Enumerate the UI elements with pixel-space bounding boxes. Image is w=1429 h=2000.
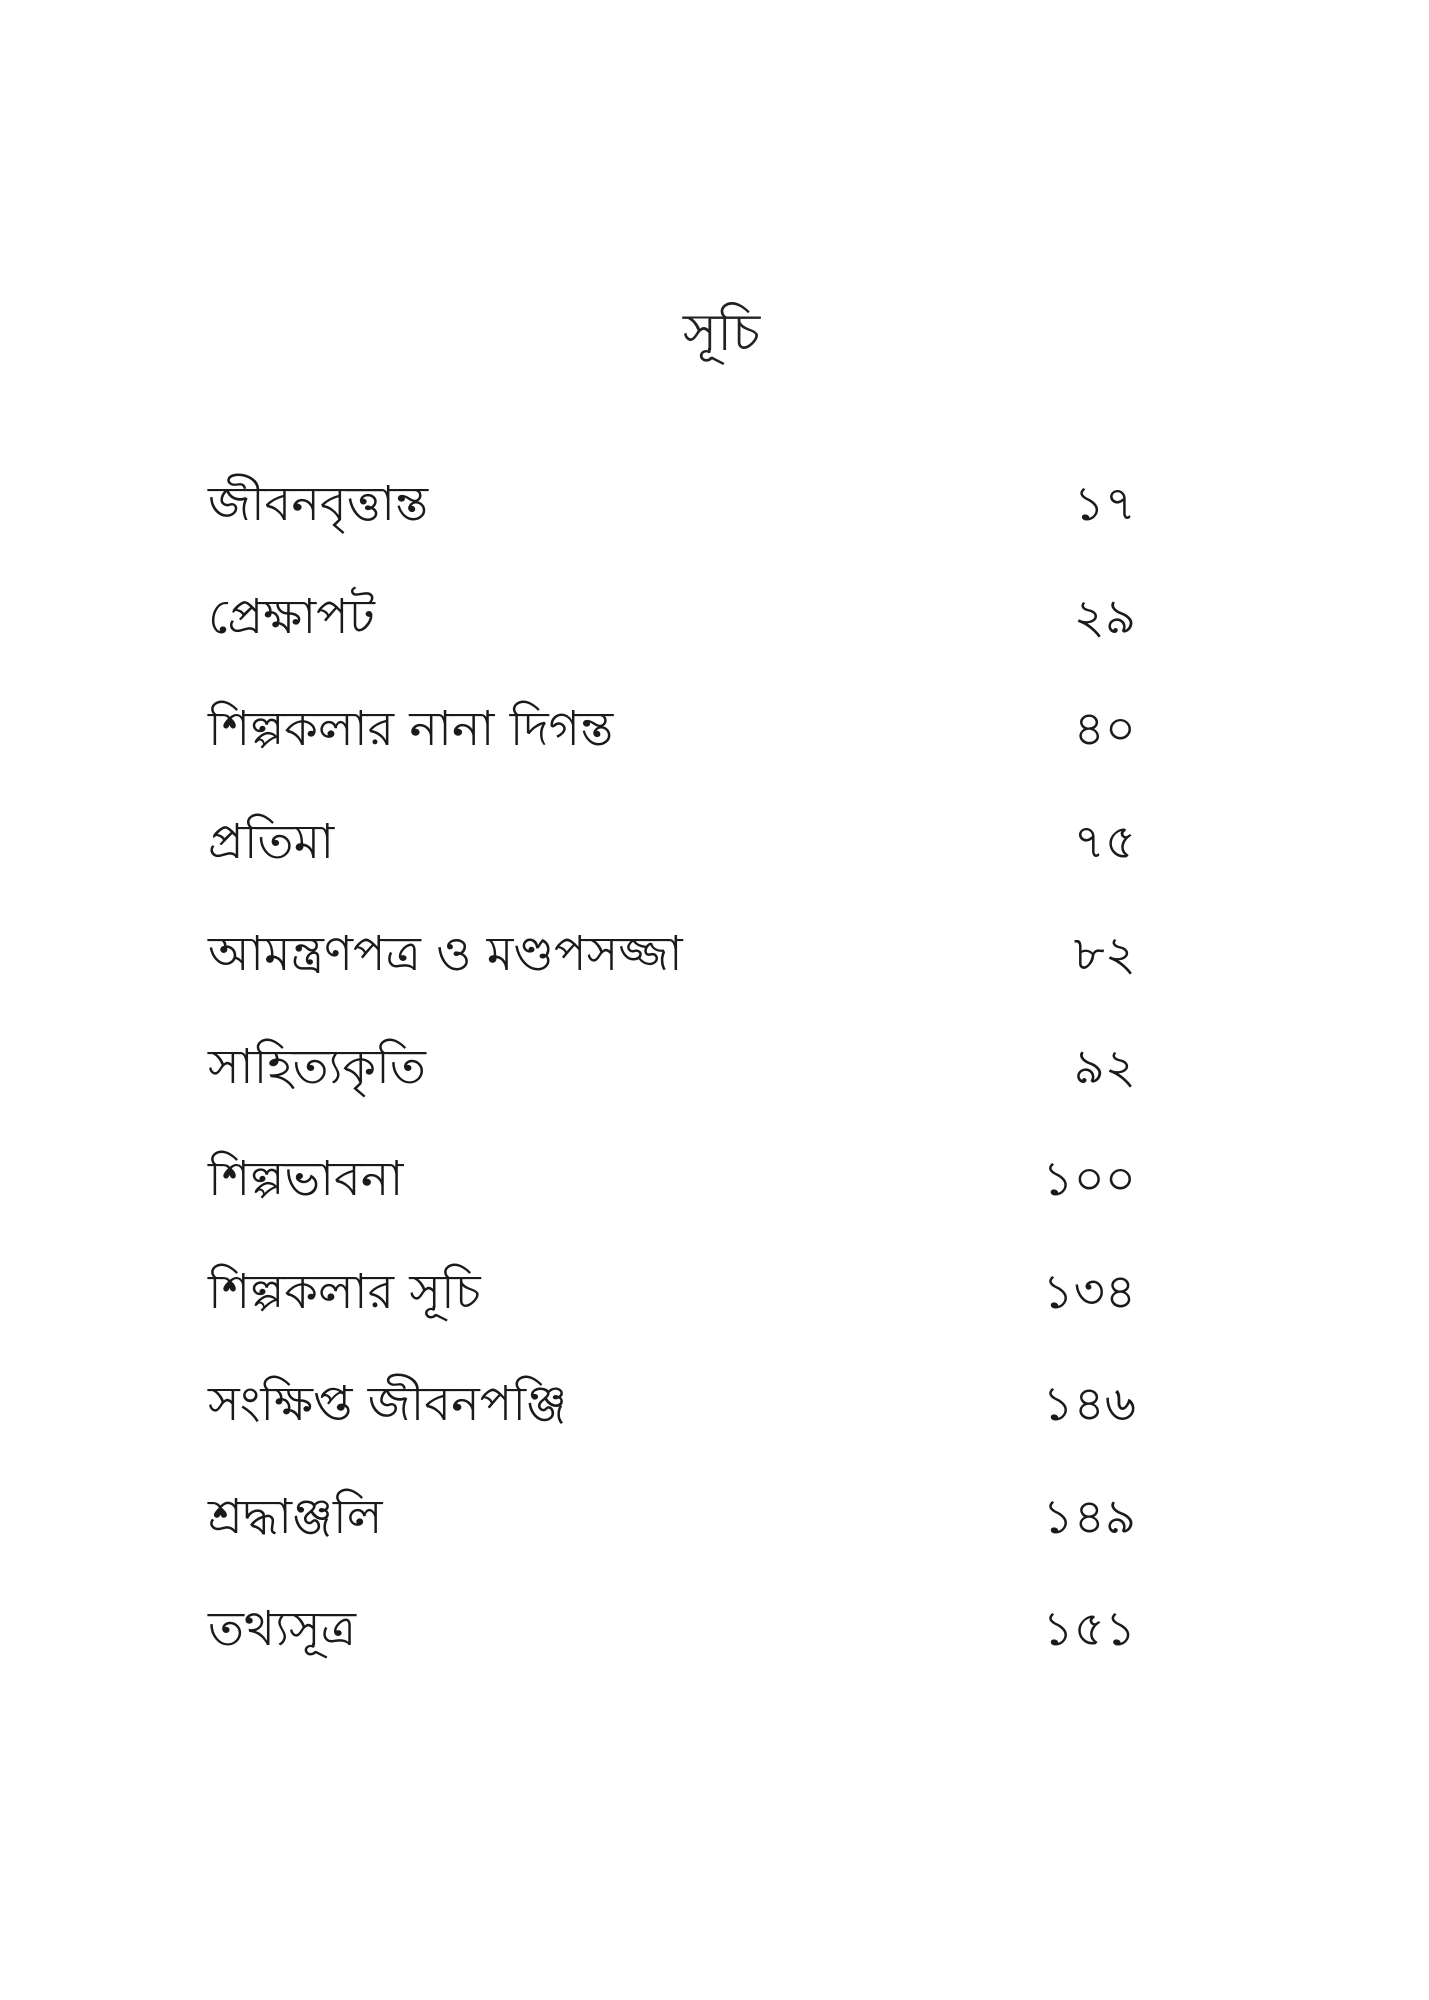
toc-entry-page-number: ১৪৬ [1042, 1376, 1136, 1433]
toc-entry-art-thoughts [208, 1123, 1140, 1236]
toc-entry-label: শিল্পকলার নানা দিগন্ত [208, 701, 614, 758]
toc-entry-tributes [208, 1461, 1140, 1574]
toc-entry-page-number: ১৪৯ [1042, 1488, 1136, 1545]
toc-entry-label: আমন্ত্রণপত্র ও মণ্ডপসজ্জা [208, 926, 683, 983]
toc-entry-label: শ্রদ্ধাঞ্জলি [208, 1488, 383, 1545]
toc-entry-page-number: ১৫১ [1042, 1601, 1136, 1658]
toc-entry-label: প্রতিমা [208, 813, 335, 870]
toc-entry-literary-works [208, 1011, 1140, 1124]
toc-entry-page-number: ৯২ [1073, 1038, 1136, 1095]
toc-entry-page-number: ২৯ [1073, 588, 1136, 645]
toc-entry-page-number: ১৭ [1073, 476, 1136, 533]
toc-entry-page-number: ৪০ [1073, 701, 1136, 758]
toc-entry-page-number: ১৩৪ [1042, 1263, 1136, 1320]
toc-entry-page-number: ৮২ [1073, 926, 1136, 983]
toc-entry-label: তথ্যসূত্র [208, 1601, 356, 1658]
toc-entry-label: শিল্পভাবনা [208, 1151, 404, 1208]
toc-entry-art-horizons [208, 673, 1140, 786]
toc-entry-label: প্রেক্ষাপট [208, 588, 375, 645]
toc-entry-label: সংক্ষিপ্ত জীবনপঞ্জি [208, 1376, 568, 1433]
toc-entry-brief-chronology [208, 1348, 1140, 1461]
toc-entry-background [208, 561, 1140, 674]
toc-entry-invitations-decor [208, 898, 1140, 1011]
table-of-contents [208, 448, 1140, 1686]
toc-entry-references [208, 1573, 1140, 1686]
contents-title: সূচি [682, 303, 761, 363]
toc-entry-label: শিল্পকলার সূচি [208, 1263, 481, 1320]
toc-entry-page-number: ১০০ [1042, 1151, 1136, 1208]
toc-entry-page-number: ৭৫ [1073, 813, 1136, 870]
toc-entry-label: জীবনবৃত্তান্ত [208, 476, 429, 533]
toc-entry-label: সাহিত্যকৃতি [208, 1038, 426, 1095]
toc-entry-artwork-list [208, 1236, 1140, 1349]
toc-entry-biography [208, 448, 1140, 561]
toc-entry-idols [208, 786, 1140, 899]
